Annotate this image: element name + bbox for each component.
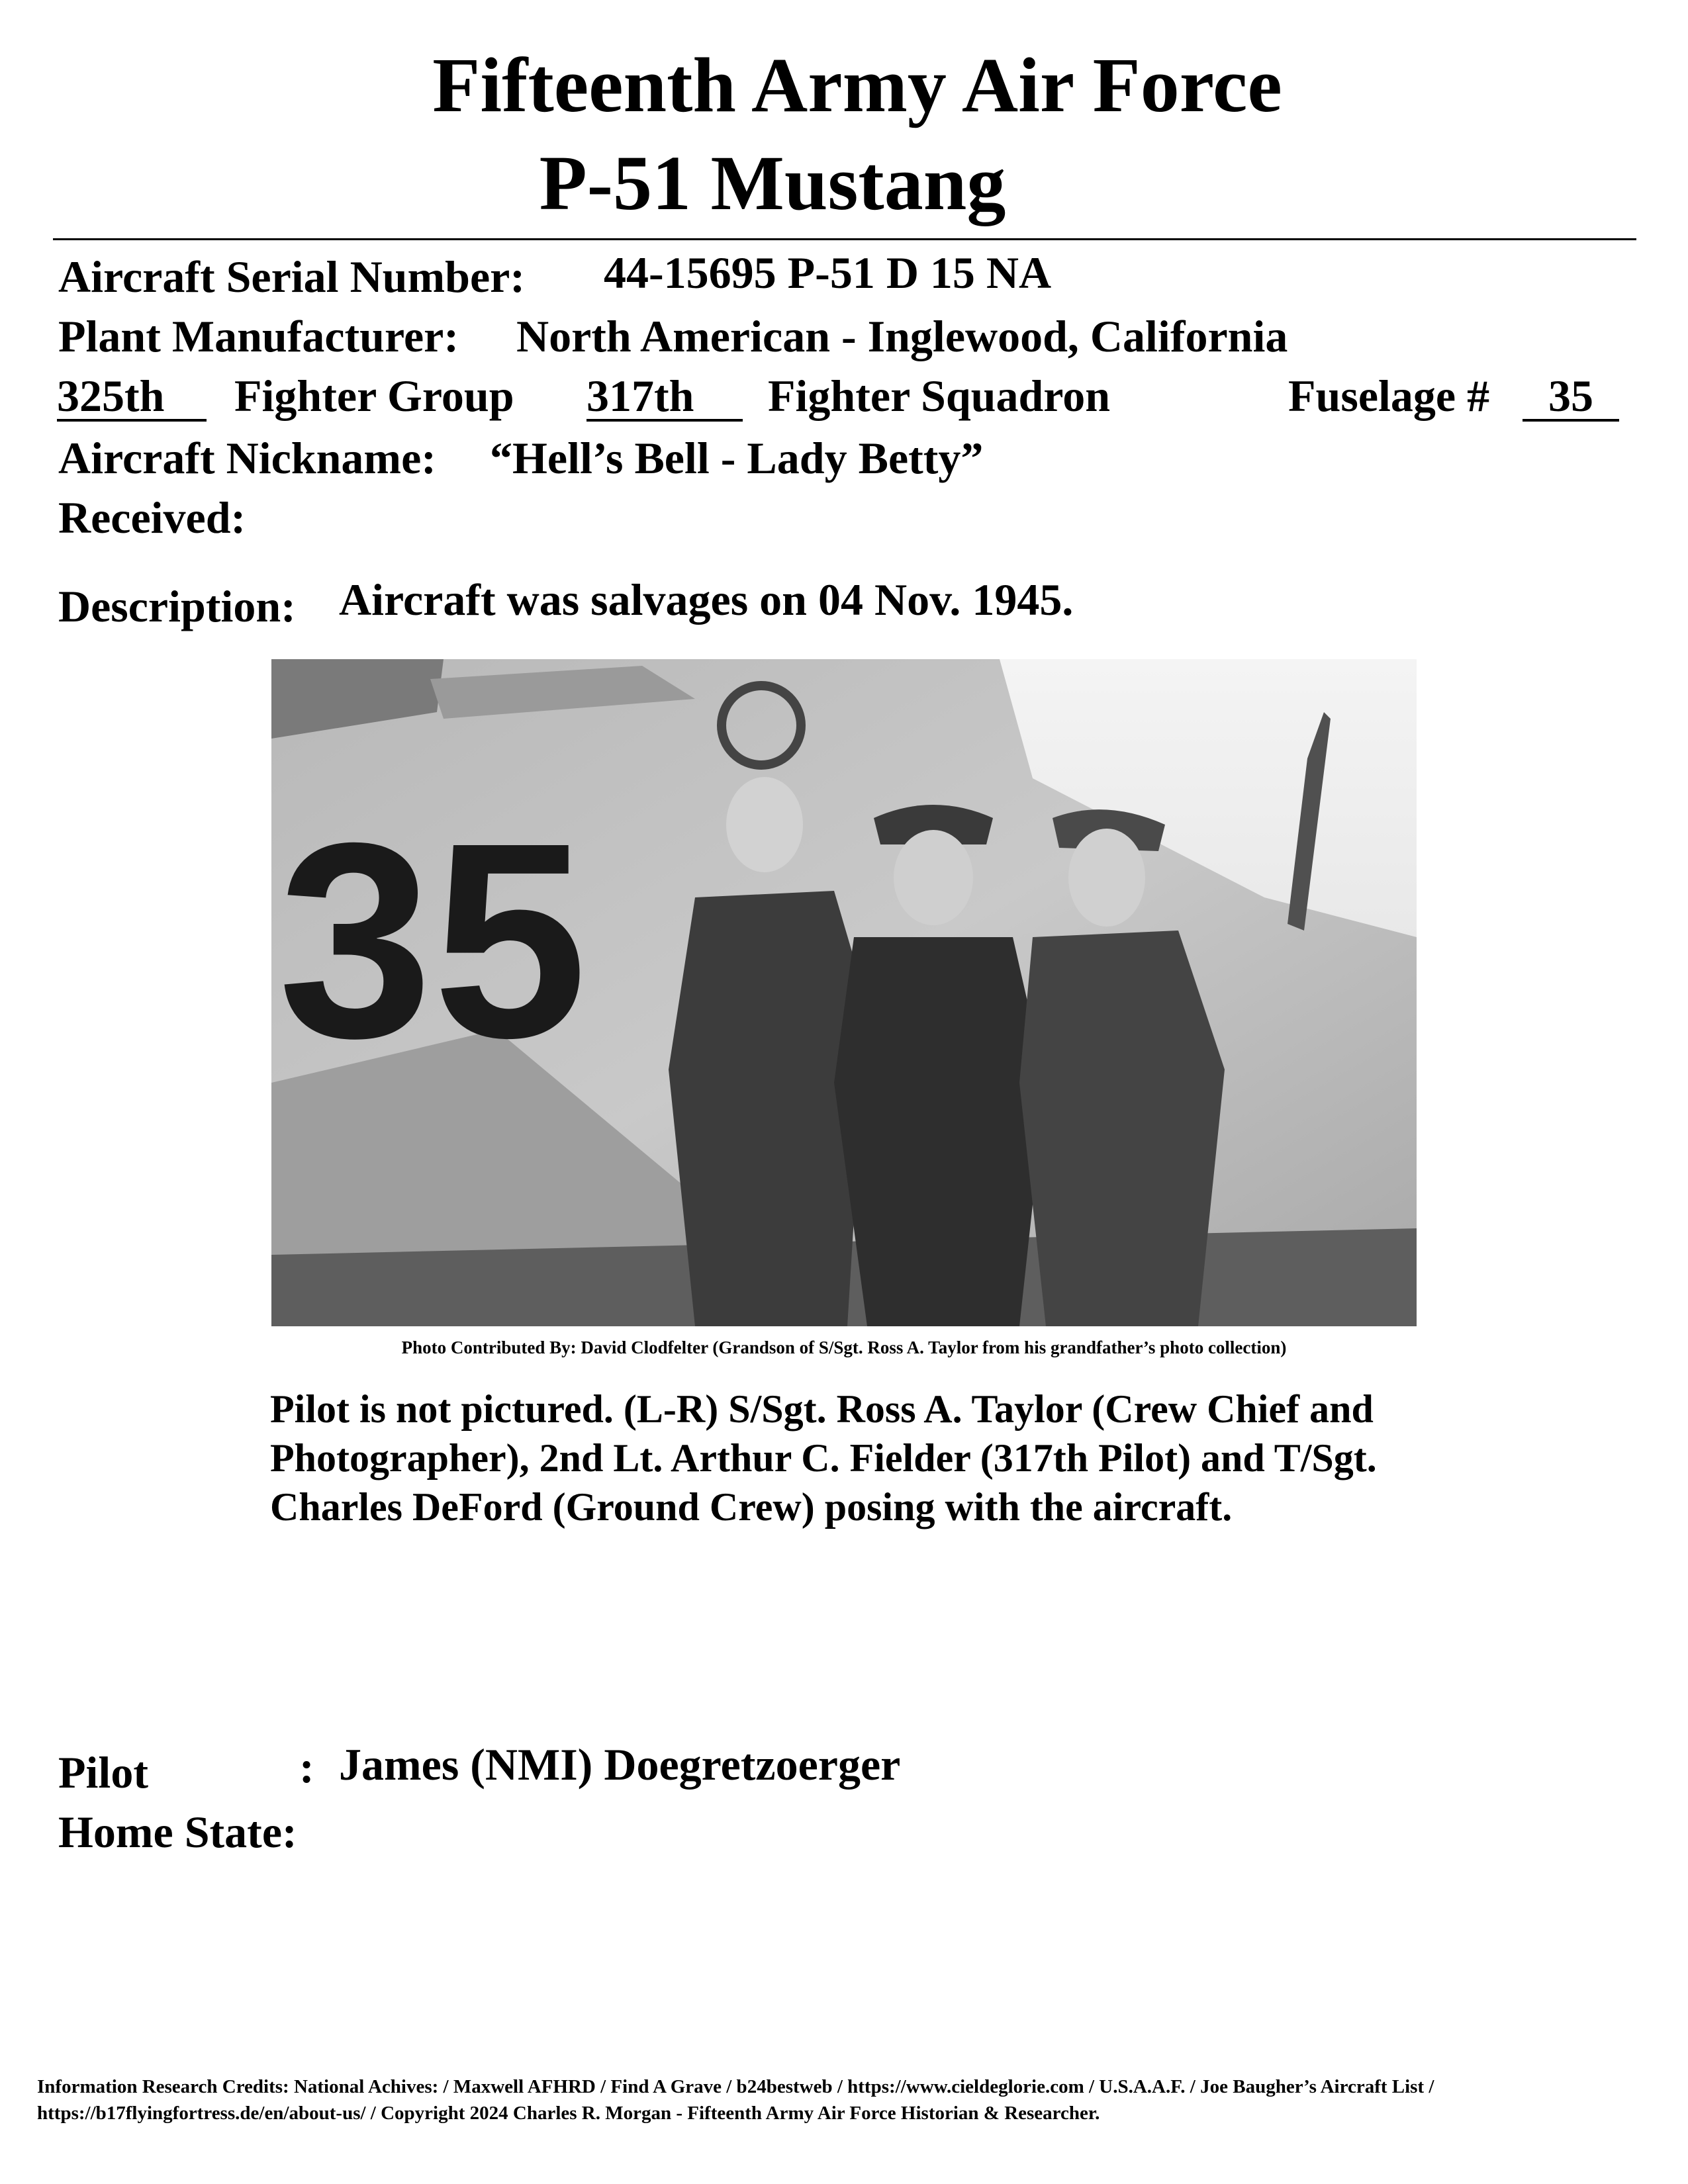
nickname-label: Aircraft Nickname: — [58, 433, 436, 483]
group-value: 325th — [57, 373, 207, 422]
fuselage-value: 35 — [1523, 373, 1619, 422]
serial-value: 44-15695 P-51 D 15 NA — [604, 248, 1052, 298]
pilot-value: James (NMI) Doegretzoerger — [339, 1739, 901, 1790]
description-value: Aircraft was salvages on 04 Nov. 1945. — [339, 574, 1074, 625]
aircraft-crew-photo — [271, 659, 1417, 1326]
squadron-label: Fighter Squadron — [768, 371, 1111, 421]
squadron-row — [586, 369, 743, 422]
group-label: Fighter Group — [234, 371, 514, 421]
page-subtitle: P-51 Mustang — [539, 140, 1006, 226]
photo-notes: Pilot is not pictured. (L-R) S/Sgt. Ross A. Taylor (Crew Chief and Photographer), 2nd Lt. Arthur C. Fielder (317th Pilot) and T/Sgt. Charles DeFord (Ground Crew) posing with the aircraft. — [270, 1387, 1377, 1529]
title-divider — [53, 238, 1636, 240]
group-row — [57, 369, 207, 422]
manufacturer-label: Plant Manufacturer: — [58, 311, 459, 361]
manufacturer-value: North American - Inglewood, California — [516, 311, 1288, 361]
home-state-label: Home State: — [58, 1807, 297, 1857]
description-label: Description: — [58, 581, 296, 631]
photo-caption: Photo Contributed By: David Clodfelter (Grandson of S/Sgt. Ross A. Taylor from his grandfather’s photo collection) — [401, 1338, 1287, 1357]
pilot-label: Pilot — [58, 1747, 148, 1797]
received-label: Received: — [58, 492, 246, 543]
research-credits: Information Research Credits: National Achives: / Maxwell AFHRD / Find A Grave / b24bestweb / https://www.cieldeglorie.com / U.S.A.A.F. / Joe Baugher’s Aircraft List / https://b17flyingfortress.de/en/about-us/ / Copyright 2024 Charles R. Morgan - Fifteenth Army Air Force Historian & Researcher. — [37, 2076, 1434, 2124]
fuselage-number-marking: 35 — [278, 786, 588, 1096]
fuselage-row — [1523, 369, 1619, 422]
pilot-colon: : — [299, 1742, 314, 1792]
fuselage-label: Fuselage # — [1288, 371, 1490, 421]
photo-illustration — [271, 659, 1417, 1326]
page-title: Fifteenth Army Air Force — [432, 42, 1282, 128]
nickname-value: “Hell’s Bell - Lady Betty” — [490, 433, 984, 483]
serial-label: Aircraft Serial Number: — [58, 251, 525, 302]
squadron-value: 317th — [586, 373, 743, 422]
